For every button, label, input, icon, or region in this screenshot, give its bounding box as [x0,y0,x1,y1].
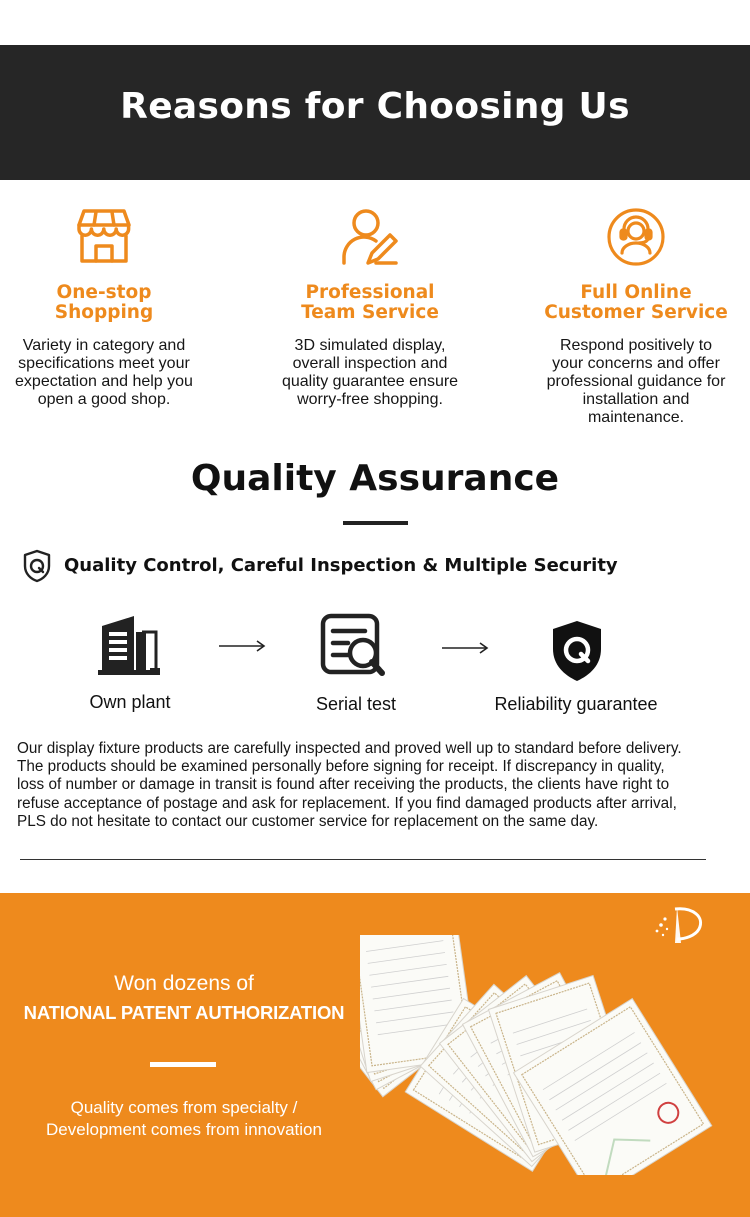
feature-title: Professional Team Service [301,282,439,323]
step-label-serial-test: Serial test [315,694,397,714]
feature-title: Full Online Customer Service [544,282,728,323]
arrow-right-icon [218,640,266,652]
feature-one-stop-shopping [0,200,208,409]
shop-icon [72,205,136,269]
title-underline [343,521,408,525]
document-magnifier-icon [320,613,386,679]
quality-assurance-title: Quality Assurance [190,458,560,499]
step-label-reliability-guarantee: Reliability guarantee [494,694,658,714]
feature-description: 3D simulated display, overall inspection and quality guarantee ensure worry-free shopping. [281,337,459,408]
shield-q-icon [550,619,604,683]
quality-control-heading: Quality Control, Careful Inspection & Multiple Security [64,555,618,576]
feature-online-customer-service [533,200,739,427]
feature-title: One-stop Shopping [54,282,154,323]
feature-description: Variety in category and specifications meet your expectation and help you open a good shop. [15,337,193,408]
building-icon [98,612,160,676]
patent-underline [150,1062,216,1067]
step-label-own-plant: Own plant [89,692,171,712]
patent-line-small: Won dozens of [114,972,254,995]
quality-paragraph: Our display fixture products are carefully inspected and proved well up to standard before delivery. The products should be examined personally before signing for receipt. If discrepancy in quality, loss of number or damage in transit is found after receiving the products, the clients have right to refuse acceptance of postage and ask for replacement. If you find damaged products after arrival, PLS do not hesitate to contact our customer service for replacement on the same day. [17,740,682,830]
feature-description: Respond positively to your concerns and offer professional guidance for installation and maintenance. [546,337,726,426]
patent-line-bold: NATIONAL PATENT AUTHORIZATION [23,1002,345,1023]
team-icon [338,205,402,269]
arrow-right-icon [441,642,489,654]
headset-icon [604,205,668,269]
patent-tagline: Quality comes from specialty / Development comes from innovation [46,1098,322,1139]
patent-certificates-image [360,935,730,1175]
reasons-title: Reasons for Choosing Us [120,86,630,127]
section-divider [20,859,706,860]
shield-q-icon [22,549,52,583]
feature-professional-team [266,200,474,409]
